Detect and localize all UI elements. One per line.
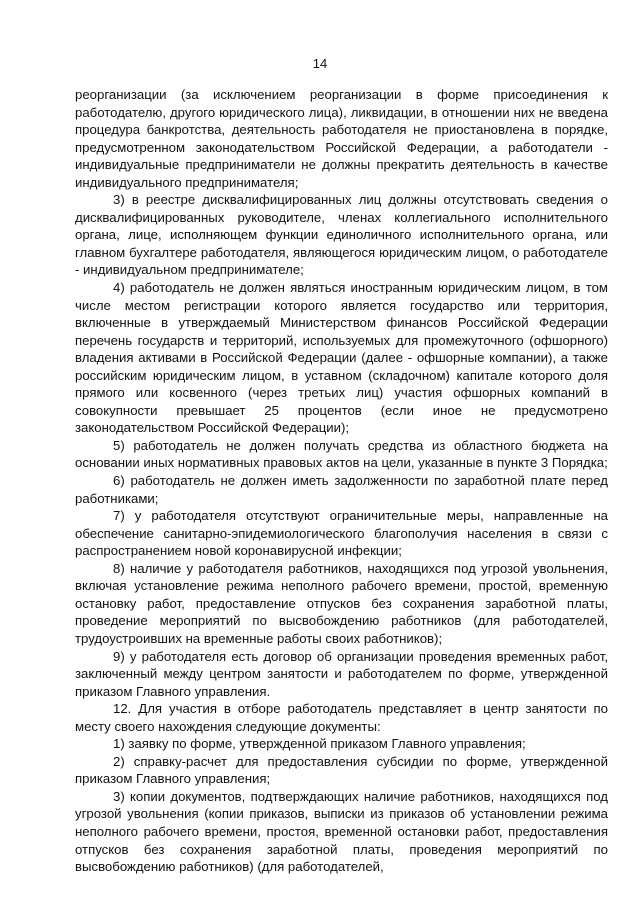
- paragraph-item-9: 9) у работодателя есть договор об организации проведения временных работ, заключенный между центром занятости и работодателем по форме, утвержденной приказом Главного управления.: [75, 648, 608, 699]
- document-body: [75, 86, 608, 876]
- page-number: 14: [312, 56, 328, 71]
- paragraph-doc-1: 1) заявку по форме, утвержденной приказом Главного управления;: [113, 736, 526, 752]
- paragraph-doc-2: 2) справку-расчет для предоставления субсидии по форме, утвержденной приказом Главного управления;: [75, 753, 608, 787]
- paragraph-item-5: 5) работодатель не должен получать средства из областного бюджета на основании иных нормативных правовых актов на цели, указанные в пункте 3 Порядка;: [75, 437, 608, 471]
- paragraph-item-7: 7) у работодателя отсутствуют ограничительные меры, направленные на обеспечение санитарно-эпидемиологического благополучия населения в связи с распространением новой коронавирусной инфекции;: [75, 508, 608, 559]
- paragraph-item-4: 4) работодатель не должен являться иностранным юридическим лицом, в том числе местом регистрации которого является государство или территория, включенные в утверждаемый Министерством финансов Российской Федерации перечень государств и территорий, используемых для промежуточного (офшорного) владения активами в Российской Федерации (далее - офшорные компании), а также российским юридическим лицом, в уставном (складочном) капитале которого доля прямого или косвенного (через третьих лиц) участия офшорных компаний в совокупности превышает 25 процентов (если иное не предусмотрено законодательством Российской Федерации);: [75, 280, 608, 436]
- paragraph-item-8: 8) наличие у работодателя работников, находящихся под угрозой увольнения, включая установление режима неполного рабочего времени, простой, временную остановку работ, предоставление отпусков без сохранения заработной платы, проведение мероприятий по высвобождению работников (для работодателей, трудоустроивших на временные работы своих работников);: [75, 560, 608, 646]
- paragraph-section-12: 12. Для участия в отборе работодатель представляет в центр занятости по месту своего нахождения следующие документы:: [75, 701, 608, 734]
- paragraph-continuation: реорганизации (за исключением реорганизации в форме присоединения к работодателю, другого юридического лица), ликвидации, в отношении них не введена процедура банкротства, деятельность работодателя не приостановлена в порядке, предусмотренном законодательством Российской Федерации, а работодатели - индивидуальные предприниматели не должны прекратить деятельность в качестве индивидуального предпринимателя;: [75, 87, 608, 190]
- paragraph-doc-3: 3) копии документов, подтверждающих наличие работников, находящихся под угрозой увольнения (копии приказов, выписки из приказов об установлении режима неполного рабочего времени, простоя, временной остановки работ, предоставления отпусков без сохранения заработной платы, проведения мероприятий по высвобождению работников) (для работодателей,: [75, 788, 608, 875]
- paragraph-item-6: 6) работодатель не должен иметь задолженности по заработной плате перед работниками;: [75, 473, 608, 506]
- paragraph-item-3: 3) в реестре дисквалифицированных лиц должны отсутствовать сведения о дисквалифицированных руководителе, членах коллегиального исполнительного органа, лице, исполняющем функции единоличного исполнительного органа, или главном бухгалтере работодателя, являющегося юридическим лицом, о работодателе - индивидуальном предпринимателе;: [75, 192, 608, 278]
